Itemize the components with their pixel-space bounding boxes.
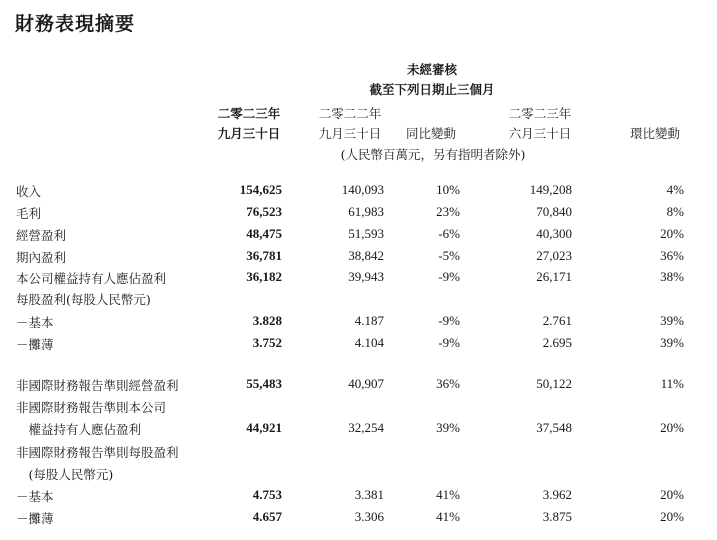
cell-v1: 48,475 [246,226,282,241]
cell-v1: 154,625 [239,182,282,197]
cell-v1: 55,483 [246,376,282,391]
cell-v1: 44,921 [246,420,282,435]
cell-v4: 26,171 [536,269,572,284]
cell-v1: 4.753 [252,487,282,502]
row-label: 每股盈利(每股人民幣元) [16,292,151,307]
unaudited-label: 未經審核 [406,62,458,77]
cell-v1: 36,182 [246,269,282,284]
cell-v5: 38% [660,269,684,284]
row-label: 非國際財務報告準則本公司 [16,400,167,415]
cell-v1: 3.828 [252,313,282,328]
period-label: 截至下列日期止三個月 [369,82,495,97]
cell-v2: 140,093 [341,182,384,197]
cell-v5: 8% [666,204,684,219]
col2-year: 二零二二年 [318,106,382,121]
row-label: 權益持有人應佔盈利 [16,422,142,437]
cell-v2: 3.381 [354,487,384,502]
cell-v1: 3.752 [252,335,282,350]
cell-v2: 4.104 [354,335,384,350]
row-label: －攤薄 [16,511,54,526]
col4-date: 六月三十日 [508,126,572,141]
col1-date: 九月三十日 [217,126,281,141]
row-label: 經營盈利 [16,228,67,243]
col2-date: 九月三十日 [318,126,382,141]
cell-v5: 11% [660,376,684,391]
row-label: (每股人民幣元) [16,467,114,482]
row-label: －基本 [16,315,54,330]
row-label: －攤薄 [16,337,54,352]
col5-label: 環比變動 [629,126,681,141]
cell-v2: 61,983 [348,204,384,219]
cell-v4: 2.695 [542,335,572,350]
cell-v5: 20% [660,420,684,435]
row-label: 毛利 [16,206,42,221]
cell-v2: 39,943 [348,269,384,284]
cell-v2: 38,842 [348,248,384,263]
cell-v4: 50,122 [536,376,572,391]
cell-v5: 20% [660,487,684,502]
cell-v3: 41% [436,509,460,524]
cell-v4: 40,300 [536,226,572,241]
row-label: －基本 [16,489,54,504]
cell-v4: 149,208 [529,182,572,197]
cell-v3: 23% [436,204,460,219]
cell-v4: 3.962 [542,487,572,502]
cell-v1: 76,523 [246,204,282,219]
row-label: 非國際財務報告準則經營盈利 [16,378,179,393]
cell-v2: 3.306 [354,509,384,524]
row-label: 非國際財務報告準則每股盈利 [16,445,179,460]
cell-v5: 39% [660,335,684,350]
cell-v3: 39% [436,420,460,435]
cell-v3: 10% [436,182,460,197]
cell-v3: 41% [436,487,460,502]
cell-v3: -9% [438,269,460,284]
row-label: 收入 [16,184,42,199]
cell-v2: 51,593 [348,226,384,241]
cell-v4: 37,548 [536,420,572,435]
cell-v3: 36% [436,376,460,391]
cell-v2: 32,254 [348,420,384,435]
row-label: 期內盈利 [16,250,67,265]
units-note: (人民幣百萬元，另有指明者除外) [340,147,526,162]
cell-v4: 70,840 [536,204,572,219]
cell-v3: -9% [438,335,460,350]
col3-label: 同比變動 [405,126,457,141]
cell-v5: 4% [666,182,684,197]
cell-v4: 27,023 [536,248,572,263]
cell-v5: 36% [660,248,684,263]
cell-v2: 4.187 [354,313,384,328]
col1-year: 二零二三年 [217,106,281,121]
cell-v1: 4.657 [252,509,282,524]
col4-year: 二零二三年 [508,106,572,121]
cell-v5: 39% [660,313,684,328]
cell-v3: -6% [438,226,460,241]
cell-v5: 20% [660,509,684,524]
cell-v4: 2.761 [542,313,572,328]
page-title: 財務表現摘要 [15,13,136,35]
cell-v3: -9% [438,313,460,328]
cell-v3: -5% [438,248,460,263]
cell-v5: 20% [660,226,684,241]
cell-v1: 36,781 [246,248,282,263]
cell-v4: 3.875 [542,509,572,524]
cell-v2: 40,907 [348,376,384,391]
row-label: 本公司權益持有人應佔盈利 [16,271,167,286]
